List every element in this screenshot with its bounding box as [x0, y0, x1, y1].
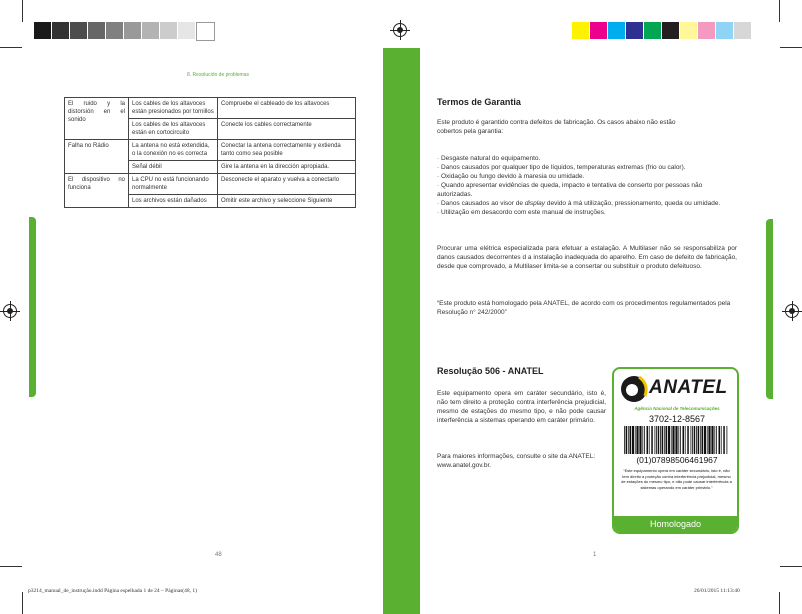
gray-swatch: [70, 22, 87, 39]
solution-cell: Compruebe el cableado de los altavoces: [218, 98, 356, 119]
color-swatch: [698, 22, 715, 39]
list-item: · Utilização em desacordo com este manual de instruções.: [437, 209, 606, 216]
problem-cell: Falha no Rádio: [65, 140, 129, 174]
cause-cell: La antena no está extendida, o la conexión no es correcta: [129, 140, 218, 161]
color-swatch: [626, 22, 643, 39]
problem-cell: El ruido y la distorsión en el sonido: [65, 98, 129, 140]
solution-cell: Desconecte el aparato y vuelva a conectarlo: [218, 174, 356, 195]
running-head: 8. Resolución de problemas: [187, 72, 249, 78]
gray-swatch: [106, 22, 123, 39]
slug-timestamp: 26/01/2015 11:13:40: [694, 588, 740, 594]
cause-cell: Señal débil: [129, 161, 218, 174]
page-number-right: 1: [593, 552, 597, 558]
more-info: Para maiores informações, consulte o site da ANATEL: www.anatel.gov.br.: [437, 453, 596, 469]
list-item: · Quando apresentar evidências de queda, impacto e tentativa de conserto por pessoas não autorizadas.: [437, 182, 703, 198]
anatel-notice: “Este equipamento opera em caráter secundário, isto é, não tem direito a proteção contra interferência prejudicial, mesmo de estações do mesmo tipo, e não pode causar interferência a sistemas operando em caráter primário.”: [621, 468, 732, 490]
homologation-note: “Este produto está homologado pela ANATEL, de acordo com os procedimentos regulamentados pela Resolução n° 242/2000”: [437, 300, 731, 316]
left-page-tab: [29, 217, 36, 397]
registration-mark-icon: [3, 304, 17, 318]
gray-swatch: [124, 22, 141, 39]
list-item-text: devido à má utilização, pressionamento, queda ou umidade.: [545, 200, 721, 207]
crop-mark: [0, 566, 22, 567]
gray-swatch: [196, 22, 215, 41]
crop-mark: [779, 592, 780, 614]
color-swatch: [644, 22, 661, 39]
resolution-text: Este equipamento opera em caráter secundário, isto é, não tem direito a proteção contra interferência prejudicial, mesmo de estações do mesmo tipo, e não pode causar interferência a sistemas operando em caráter primário.: [437, 390, 606, 424]
warranty-list: [437, 154, 737, 217]
table-row: [65, 140, 356, 161]
crop-mark: [0, 47, 22, 48]
warranty-title: Termos de Garantia: [437, 97, 521, 107]
cause-cell: La CPU no está funcionando normalmente: [129, 174, 218, 195]
display-emphasis: display: [524, 200, 546, 207]
color-swatch: [734, 22, 751, 39]
solution-cell: Conecte los cables correctamente: [218, 119, 356, 140]
registration-mark-icon: [785, 304, 799, 318]
right-page-tab: [766, 219, 773, 399]
crop-mark: [780, 566, 802, 567]
list-item-text: · Danos causados ao visor de: [437, 200, 525, 207]
crop-mark: [780, 47, 802, 48]
gray-swatch: [52, 22, 69, 39]
solution-cell: Omitir este archivo y seleccione Siguiente: [218, 195, 356, 208]
homologado-badge: Homologado: [614, 516, 737, 532]
anatel-agency: Agência Nacional de Telecomunicações: [634, 406, 720, 411]
list-item: · Oxidação ou fungo devido à maresia ou umidade.: [437, 173, 585, 180]
color-swatch: [590, 22, 607, 39]
resolution-title: Resolução 506 - ANATEL: [437, 366, 544, 376]
spine-green-strip: [383, 48, 420, 614]
color-swatch: [572, 22, 589, 39]
gray-swatch: [178, 22, 195, 39]
page-number-left: 48: [215, 552, 222, 558]
anatel-logo-icon: [619, 374, 649, 404]
table-row: [65, 98, 356, 119]
gray-swatch: [160, 22, 177, 39]
crop-mark: [22, 592, 23, 614]
gray-swatch: [34, 22, 51, 39]
gray-swatch: [142, 22, 159, 39]
crop-mark: [779, 0, 780, 22]
color-swatch: [716, 22, 733, 39]
gray-swatch: [88, 22, 105, 39]
crop-mark: [22, 0, 23, 22]
color-swatch: [662, 22, 679, 39]
color-swatch: [608, 22, 625, 39]
slug-file-info: p3214_manual_de_instrução.indd Página espelhada 1 de 24 – Páginas(48, 1): [28, 588, 197, 594]
cause-cell: Los cables de los altavoces están en cortocircuito: [129, 119, 218, 140]
warranty-intro: Este produto é garantido contra defeitos de fabricação. Os casos abaixo não estão cobertos pela garantia:: [437, 119, 676, 135]
troubleshooting-table: [64, 97, 356, 208]
cause-cell: Los archivos están dañados: [129, 195, 218, 208]
problem-cell: El dispositivo no funciona: [65, 174, 129, 208]
solution-cell: Gire la antena en la dirección apropiada.: [218, 161, 356, 174]
barcode-icon: [624, 426, 729, 454]
cause-cell: Los cables de los altavoces están presionados por tornillos: [129, 98, 218, 119]
certificate-number: 3702-12-8567: [648, 414, 706, 424]
table-row: [65, 174, 356, 195]
list-item: [437, 199, 737, 208]
anatel-logo-text: ANATEL: [649, 377, 728, 398]
list-item: · Danos causados por qualquer tipo de líquidos, temperaturas extremas (frio ou calor).: [437, 164, 686, 171]
list-item: · Desgaste natural do equipamento.: [437, 155, 541, 162]
registration-mark-icon: [393, 23, 407, 37]
warranty-paragraph: Procurar uma elétrica especializada para efetuar a estalação. A Multilaser não se responsabiliza por danos causados decorrentes d a instalação inadequada do aparelho. Em caso de defeito de fabricação, desde que comprovado, a Multilaser limita-se a consertar ou substituir o produto defeituoso.: [437, 245, 737, 270]
barcode-number: (01)07898506461967: [636, 455, 718, 465]
color-swatch: [680, 22, 697, 39]
anatel-label: [612, 367, 739, 534]
solution-cell: Conectar la antena correctamente y extienda tanto como sea posible: [218, 140, 356, 161]
